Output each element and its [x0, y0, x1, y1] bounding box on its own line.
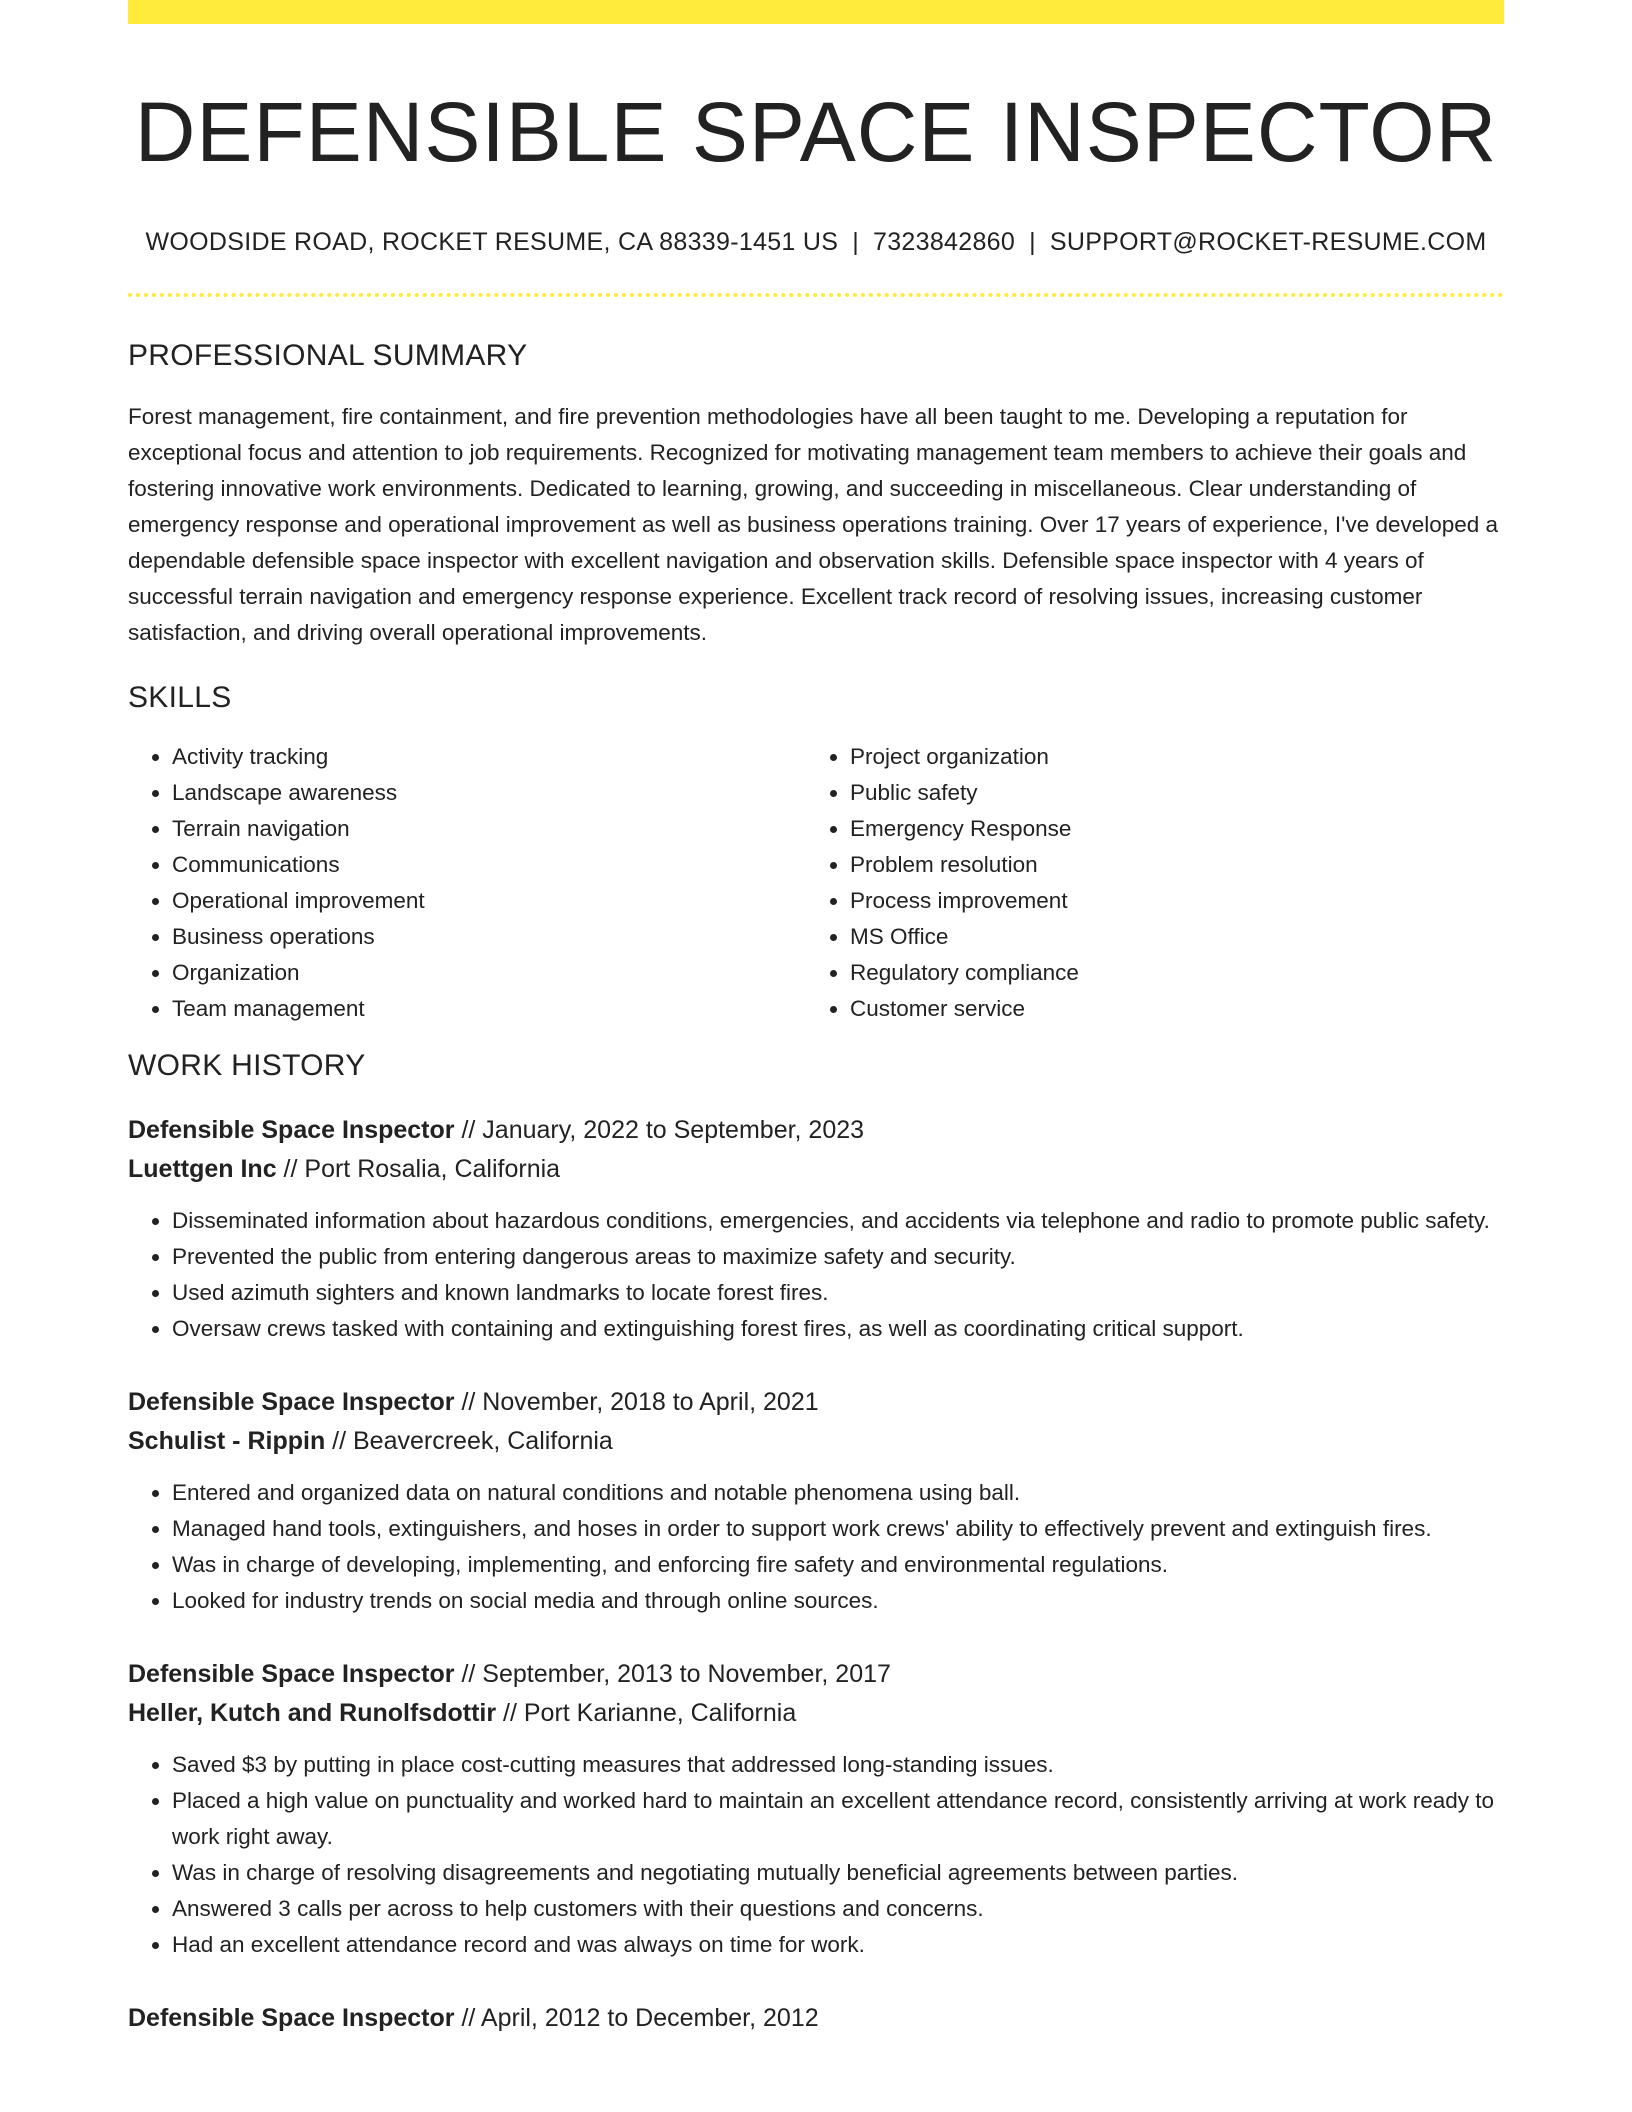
job-bullet: • Answered 3 calls per across to help customers with their questions and concerns.	[172, 1891, 1504, 1927]
skill-item: • Activity tracking	[172, 739, 806, 775]
job-bullet: • Was in charge of developing, implementing, and enforcing fire safety and environmental regulations.	[172, 1547, 1504, 1583]
job-entry	[128, 1999, 1504, 2038]
job-company-line	[128, 1694, 1504, 1733]
job-bullet: • Was in charge of resolving disagreements and negotiating mutually beneficial agreements between parties.	[172, 1855, 1504, 1891]
contact-separator: |	[1029, 228, 1036, 257]
job-bullets	[128, 1475, 1504, 1619]
job-company-line	[128, 1422, 1504, 1461]
job-company: Schulist - Rippin	[128, 1427, 326, 1456]
job-dates: // January, 2022 to September, 2023	[454, 1116, 865, 1145]
job-bullet: • Looked for industry trends on social media and through online sources.	[172, 1583, 1504, 1619]
job-role: Defensible Space Inspector	[128, 2004, 455, 2033]
job-bullet: • Entered and organized data on natural conditions and notable phenomena using ball.	[172, 1475, 1504, 1511]
skill-item: • Project organization	[850, 739, 1484, 775]
skill-item: • Customer service	[850, 991, 1484, 1027]
dotted-divider	[128, 293, 1504, 297]
job-role: Defensible Space Inspector	[128, 1388, 455, 1417]
summary-heading: PROFESSIONAL SUMMARY	[128, 339, 528, 373]
job-company: Luettgen Inc	[128, 1155, 277, 1184]
job-location: // Port Karianne, California	[496, 1699, 797, 1728]
contact-address: WOODSIDE ROAD, ROCKET RESUME, CA 88339-1451 US	[145, 228, 839, 257]
job-bullet: • Used azimuth sighters and known landmarks to locate forest fires.	[172, 1275, 1504, 1311]
summary-text: Forest management, fire containment, and fire prevention methodologies have all been taught to me. Developing a reputation for exceptional focus and attention to job requirements. Recognized for motivating management team members to achieve their goals and fostering innovative work environments. Dedicated to learning, growing, and succeeding in miscellaneous. Clear understanding of emergency response and operational improvement as well as business operations training. Over 17 years of experience, I've developed a dependable defensible space inspector with excellent navigation and observation skills. Defensible space inspector with 4 years of successful terrain navigation and emergency response experience. Excellent track record of resolving issues, increasing customer satisfaction, and driving overall operational improvements.	[128, 404, 1499, 646]
job-bullet: • Placed a high value on punctuality and worked hard to maintain an excellent attendance record, consistently arriving at work ready to work right away.	[172, 1783, 1504, 1855]
job-title-line	[128, 1999, 1504, 2038]
job-title-line	[128, 1655, 1504, 1694]
skill-item: • Process improvement	[850, 883, 1484, 919]
skill-item: • MS Office	[850, 919, 1484, 955]
candidate-name: DEFENSIBLE SPACE INSPECTOR	[134, 85, 1498, 179]
skill-item: • Team management	[172, 991, 806, 1027]
job-dates: // November, 2018 to April, 2021	[454, 1388, 819, 1417]
resume-page	[128, 0, 1504, 2038]
job-location: // Beavercreek, California	[325, 1427, 613, 1456]
job-title-line	[128, 1383, 1504, 1422]
job-entry	[128, 1655, 1504, 1963]
skill-item: • Business operations	[172, 919, 806, 955]
contact-separator: |	[852, 228, 860, 257]
skill-item: • Organization	[172, 955, 806, 991]
job-bullet: • Oversaw crews tasked with containing and extinguishing forest fires, as well as coordinating critical support.	[172, 1311, 1504, 1347]
job-company: Heller, Kutch and Runolfsdottir	[128, 1699, 497, 1728]
job-role: Defensible Space Inspector	[128, 1116, 455, 1145]
skills-column-left	[128, 739, 806, 1027]
contact-phone[interactable]: 7323842860	[873, 228, 1016, 257]
skills-column-right	[806, 739, 1484, 1027]
job-location: // Port Rosalia, California	[276, 1155, 561, 1184]
job-company-line	[128, 1150, 1504, 1189]
work-history-heading: WORK HISTORY	[128, 1049, 366, 1083]
accent-bar	[128, 0, 1504, 24]
job-dates: // April, 2012 to December, 2012	[454, 2004, 819, 2033]
job-bullet: • Prevented the public from entering dangerous areas to maximize safety and security.	[172, 1239, 1504, 1275]
skill-item: • Communications	[172, 847, 806, 883]
job-bullets	[128, 1203, 1504, 1347]
job-bullets	[128, 1747, 1504, 1963]
job-role: Defensible Space Inspector	[128, 1660, 455, 1689]
contact-email[interactable]: SUPPORT@ROCKET-RESUME.COM	[1049, 228, 1487, 257]
job-bullet: • Disseminated information about hazardous conditions, emergencies, and accidents via telephone and radio to promote public safety.	[172, 1203, 1504, 1239]
job-entry	[128, 1383, 1504, 1619]
job-entry	[128, 1111, 1504, 1347]
skill-item: • Emergency Response	[850, 811, 1484, 847]
skill-item: • Operational improvement	[172, 883, 806, 919]
job-bullet: • Managed hand tools, extinguishers, and hoses in order to support work crews' ability to effectively prevent and extinguish fires.	[172, 1511, 1504, 1547]
job-title-line	[128, 1111, 1504, 1150]
skill-item: • Terrain navigation	[172, 811, 806, 847]
skill-item: • Landscape awareness	[172, 775, 806, 811]
job-dates: // September, 2013 to November, 2017	[454, 1660, 891, 1689]
job-bullet: • Saved $3 by putting in place cost-cutting measures that addressed long-standing issues.	[172, 1747, 1504, 1783]
skills-heading: SKILLS	[128, 681, 232, 715]
skills-list	[128, 739, 1504, 1027]
job-bullet: • Had an excellent attendance record and was always on time for work.	[172, 1927, 1504, 1963]
skill-item: • Regulatory compliance	[850, 955, 1484, 991]
contact-line	[128, 228, 1504, 257]
skill-item: • Problem resolution	[850, 847, 1484, 883]
skill-item: • Public safety	[850, 775, 1484, 811]
